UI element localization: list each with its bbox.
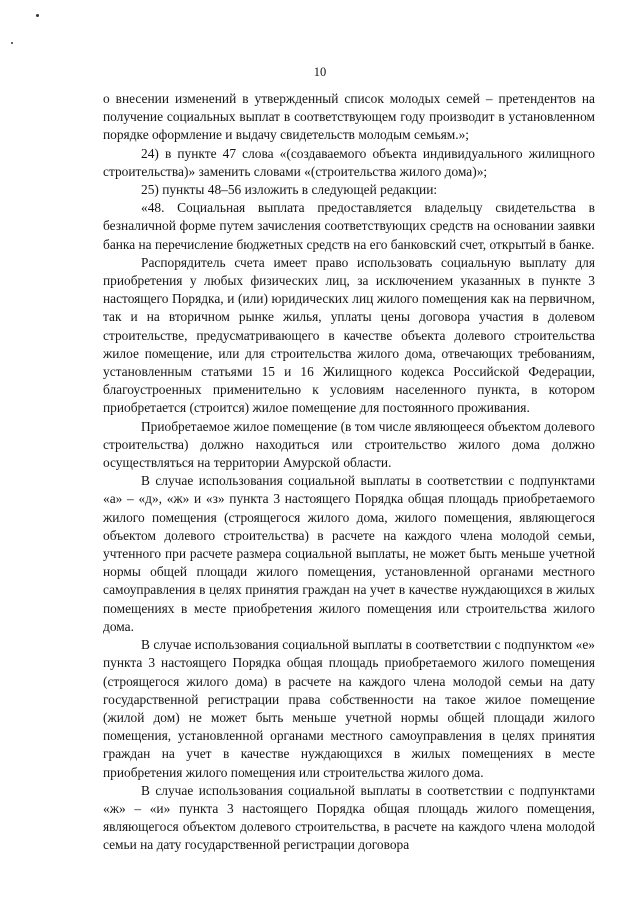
paragraph: В случае использования социальной выплаты в соответствии с подпунктами «а» – «д», «ж» и «з» пункта 3 настоящего Порядка общая площадь приобретаемого жилого помещения (строящегося жилого дома, жилого помещения, являющегося объектом долевого строительства) в расчете на каждого члена молодой семьи, учтенного при расчете размера социальной выплаты, не может быть меньше учетной нормы общей площади жилого помещения, установленной органами местного самоуправления в целях принятия граждан на учет в качестве нуждающихся в жилых помещениях в месте приобретения жилого помещения или строительства жилого дома. — [103, 473, 595, 634]
paragraph: «48. Социальная выплата предоставляется владельцу свидетельства в безналичной форме путем зачисления соответствующих средств на основании заявки банка на перечисление бюджетных средств на его банковский счет, открытый в банке. — [103, 200, 595, 252]
paragraph: В случае использования социальной выплаты в соответствии с подпунктом «е» пункта 3 настоящего Порядка общая площадь приобретаемого жилого помещения (строящегося жилого дома) в расчете на каждого члена молодой семьи на дату государственной регистрации права собственности на такое жилое помещение (жилой дом) не может быть меньше учетной нормы общей площади жилого помещения, установленной органами местного самоуправления в целях принятия граждан на учет в качестве нуждающихся в жилых помещениях в месте приобретения жилого помещения или строительства жилого дома. — [103, 637, 595, 780]
paragraph: 25) пункты 48–56 изложить в следующей редакции: — [141, 182, 438, 198]
document-text — [103, 90, 595, 855]
paragraph: В случае использования социальной выплаты в соответствии с подпунктами «ж» – «и» пункта 3 настоящего Порядка общая площадь жилого помещения, являющегося объектом долевого строительства, в расчете на каждого члена молодой семьи на дату государственной регистрации договора — [103, 782, 595, 853]
page-number: 10 — [313, 65, 327, 79]
scan-speck — [36, 14, 39, 17]
scan-speck — [11, 42, 13, 44]
paragraph: Распорядитель счета имеет право использовать социальную выплату для приобретения у любых физических лиц, за исключением указанных в пункте 3 настоящего Порядка, и (или) юридических лиц жилого помещения как на первичном, так и на вторичном рынке жилья, уплаты цены договора участия в долевом строительстве, предусматривающего в качестве объекта долевого строительства жилое помещение, или для строительства жилого дома, отвечающих требованиям, установленным статьями 15 и 16 Жилищного кодекса Российской Федерации, благоустроенных применительно к условиям населенного пункта, в котором приобретается (строится) жилое помещение для постоянного проживания. — [103, 254, 595, 416]
paragraph: Приобретаемое жилое помещение (в том числе являющееся объектом долевого строительства) должно находиться или строительство жилого дома должно осуществляться на территории Амурской области. — [103, 418, 595, 471]
paragraph: 24) в пункте 47 слова «(создаваемого объекта индивидуального жилищного строительства)» заменить словами «(строительства жилого дома)»; — [103, 145, 595, 179]
paragraph: о внесении изменений в утвержденный список молодых семей – претендентов на получение социальных выплат в соответствующем году производит в установленном порядке оформление и выдачу свидетельств молодым семьям.»; — [103, 91, 595, 143]
